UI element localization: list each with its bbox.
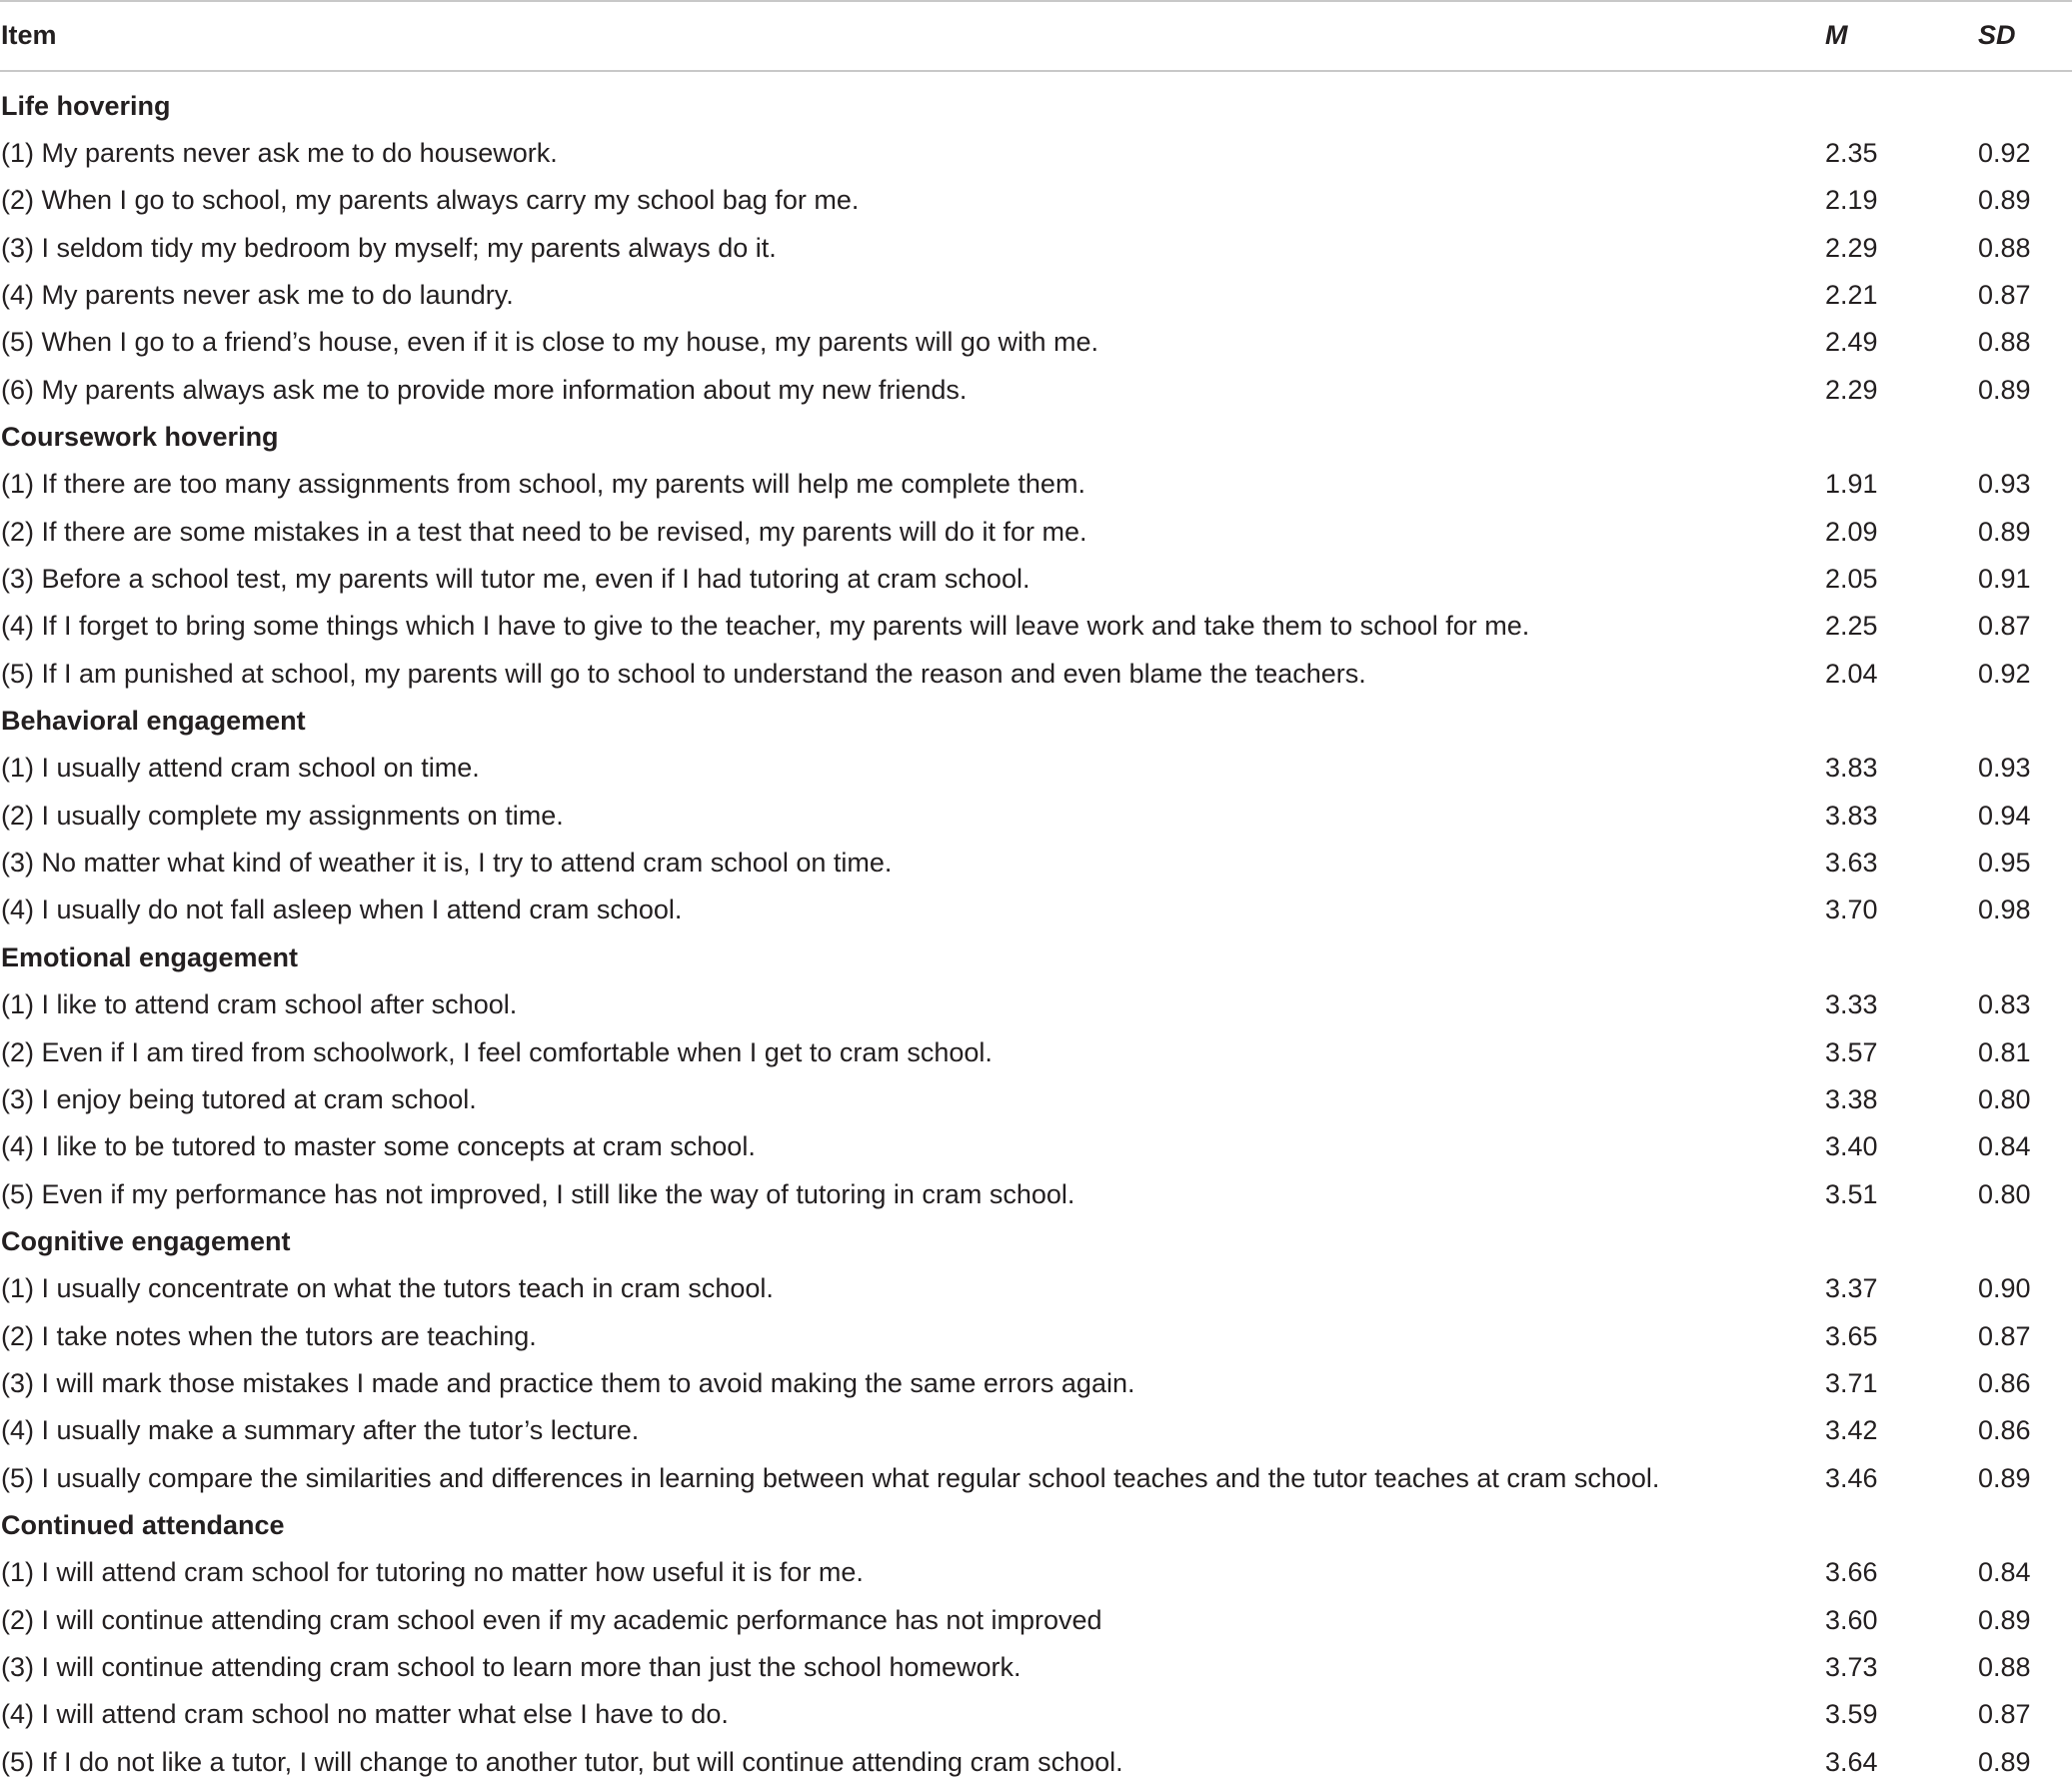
table-row bbox=[0, 1360, 2072, 1407]
table-row bbox=[0, 461, 2072, 508]
section-heading-cognitive-engagement bbox=[0, 1218, 2072, 1265]
sd-value: 0.92 bbox=[1978, 137, 2031, 168]
mean-value: 3.70 bbox=[1825, 894, 1878, 925]
table-row bbox=[0, 509, 2072, 556]
section-title: Continued attendance bbox=[1, 1510, 285, 1540]
mean-value: 3.37 bbox=[1825, 1273, 1878, 1304]
item-text: (1) I usually attend cram school on time. bbox=[1, 753, 480, 784]
item-text: (5) If I am punished at school, my parents will go to school to understand the reason and even blame the teachers. bbox=[1, 658, 1366, 689]
table-row bbox=[0, 981, 2072, 1028]
sd-value: 0.92 bbox=[1978, 658, 2031, 689]
section-title: Coursework hovering bbox=[1, 421, 279, 452]
sd-value: 0.80 bbox=[1978, 1083, 2031, 1114]
item-text: (2) I take notes when the tutors are teaching. bbox=[1, 1320, 537, 1351]
table-row bbox=[0, 1691, 2072, 1738]
item-text: (1) I will attend cram school for tutoring no matter how useful it is for me. bbox=[1, 1557, 864, 1588]
table-row bbox=[0, 367, 2072, 414]
mean-value: 2.29 bbox=[1825, 374, 1878, 405]
table-row bbox=[0, 1123, 2072, 1170]
table-row bbox=[0, 177, 2072, 224]
section-title: Emotional engagement bbox=[1, 941, 299, 972]
item-text: (2) Even if I am tired from schoolwork, I feel comfortable when I get to cram school. bbox=[1, 1036, 993, 1067]
sd-value: 0.89 bbox=[1978, 1604, 2031, 1635]
item-text: (4) My parents never ask me to do laundry. bbox=[1, 279, 514, 310]
mean-value: 2.09 bbox=[1825, 516, 1878, 547]
mean-value: 2.21 bbox=[1825, 279, 1878, 310]
table-row bbox=[0, 272, 2072, 319]
item-text: (4) I like to be tutored to master some concepts at cram school. bbox=[1, 1131, 756, 1162]
section-title: Behavioral engagement bbox=[1, 706, 306, 737]
item-text: (3) I seldom tidy my bedroom by myself; my parents always do it. bbox=[1, 232, 777, 263]
header-sd: SD bbox=[1978, 20, 2016, 50]
sd-value: 0.88 bbox=[1978, 1652, 2031, 1683]
sd-value: 0.93 bbox=[1978, 469, 2031, 500]
section-title: Life hovering bbox=[1, 90, 171, 121]
mean-value: 2.04 bbox=[1825, 658, 1878, 689]
mean-value: 2.35 bbox=[1825, 137, 1878, 168]
item-text: (1) My parents never ask me to do housework. bbox=[1, 137, 558, 168]
table-row bbox=[0, 603, 2072, 650]
item-text: (4) If I forget to bring some things which I have to give to the teacher, my parents will leave work and take them to school for me. bbox=[1, 611, 1530, 642]
item-text: (3) I enjoy being tutored at cram school. bbox=[1, 1083, 477, 1114]
mean-value: 2.19 bbox=[1825, 185, 1878, 216]
table-row bbox=[0, 887, 2072, 933]
table-row bbox=[0, 130, 2072, 177]
item-text: (4) I usually do not fall asleep when I attend cram school. bbox=[1, 894, 683, 925]
header-item: Item bbox=[1, 20, 57, 50]
item-text: (5) I usually compare the similarities and differences in learning between what regular school teaches and the tutor teaches at cram school. bbox=[1, 1462, 1660, 1493]
mean-value: 2.25 bbox=[1825, 611, 1878, 642]
sd-value: 0.84 bbox=[1978, 1131, 2031, 1162]
header-mean: M bbox=[1825, 20, 1848, 50]
table-row bbox=[0, 556, 2072, 603]
item-text: (4) I usually make a summary after the tutor’s lecture. bbox=[1, 1415, 640, 1446]
table-row bbox=[0, 1407, 2072, 1454]
mean-value: 3.33 bbox=[1825, 989, 1878, 1020]
table-row bbox=[0, 225, 2072, 272]
item-text: (4) I will attend cram school no matter what else I have to do. bbox=[1, 1699, 729, 1730]
sd-value: 0.84 bbox=[1978, 1557, 2031, 1588]
item-text: (1) If there are too many assignments from school, my parents will help me complete them. bbox=[1, 469, 1085, 500]
mean-value: 3.71 bbox=[1825, 1367, 1878, 1398]
mean-value: 2.05 bbox=[1825, 564, 1878, 594]
mean-value: 3.60 bbox=[1825, 1604, 1878, 1635]
mean-value: 3.38 bbox=[1825, 1083, 1878, 1114]
sd-value: 0.98 bbox=[1978, 894, 2031, 925]
sd-value: 0.89 bbox=[1978, 374, 2031, 405]
section-title: Cognitive engagement bbox=[1, 1225, 291, 1256]
item-text: (2) I usually complete my assignments on time. bbox=[1, 800, 564, 831]
table-row bbox=[0, 1644, 2072, 1691]
sd-value: 0.87 bbox=[1978, 611, 2031, 642]
sd-value: 0.95 bbox=[1978, 848, 2031, 879]
sd-value: 0.89 bbox=[1978, 1746, 2031, 1777]
section-heading-continued-attendance bbox=[0, 1502, 2072, 1549]
mean-value: 3.65 bbox=[1825, 1320, 1878, 1351]
mean-value: 3.63 bbox=[1825, 848, 1878, 879]
mean-value: 3.59 bbox=[1825, 1699, 1878, 1730]
sd-value: 0.86 bbox=[1978, 1415, 2031, 1446]
sd-value: 0.91 bbox=[1978, 564, 2031, 594]
table-header-row bbox=[0, 12, 2072, 59]
section-heading-behavioral-engagement bbox=[0, 698, 2072, 745]
mean-value: 3.42 bbox=[1825, 1415, 1878, 1446]
item-text: (3) I will mark those mistakes I made and practice them to avoid making the same errors again. bbox=[1, 1367, 1135, 1398]
sd-value: 0.88 bbox=[1978, 232, 2031, 263]
table-top-rule bbox=[0, 0, 2072, 2]
item-text: (2) I will continue attending cram school even if my academic performance has not improved bbox=[1, 1604, 1102, 1635]
mean-value: 1.91 bbox=[1825, 469, 1878, 500]
item-text: (3) Before a school test, my parents will tutor me, even if I had tutoring at cram school. bbox=[1, 564, 1031, 594]
mean-value: 3.83 bbox=[1825, 753, 1878, 784]
sd-value: 0.87 bbox=[1978, 1320, 2031, 1351]
sd-value: 0.81 bbox=[1978, 1036, 2031, 1067]
item-text: (2) When I go to school, my parents always carry my school bag for me. bbox=[1, 185, 860, 216]
table-row bbox=[0, 651, 2072, 698]
mean-value: 3.57 bbox=[1825, 1036, 1878, 1067]
sd-value: 0.83 bbox=[1978, 989, 2031, 1020]
sd-value: 0.90 bbox=[1978, 1273, 2031, 1304]
sd-value: 0.93 bbox=[1978, 753, 2031, 784]
mean-value: 2.49 bbox=[1825, 327, 1878, 358]
table-row bbox=[0, 1597, 2072, 1644]
sd-value: 0.89 bbox=[1978, 516, 2031, 547]
item-text: (3) I will continue attending cram school to learn more than just the school homework. bbox=[1, 1652, 1022, 1683]
table-row bbox=[0, 840, 2072, 887]
section-heading-coursework-hovering bbox=[0, 414, 2072, 461]
table-row bbox=[0, 1455, 2072, 1502]
table-row bbox=[0, 1029, 2072, 1076]
sd-value: 0.89 bbox=[1978, 185, 2031, 216]
mean-value: 3.73 bbox=[1825, 1652, 1878, 1683]
sd-value: 0.87 bbox=[1978, 279, 2031, 310]
mean-value: 3.64 bbox=[1825, 1746, 1878, 1777]
mean-value: 3.40 bbox=[1825, 1131, 1878, 1162]
sd-value: 0.86 bbox=[1978, 1367, 2031, 1398]
table-row bbox=[0, 1171, 2072, 1218]
mean-value: 2.29 bbox=[1825, 232, 1878, 263]
section-heading-life-hovering bbox=[0, 83, 2072, 130]
item-text: (3) No matter what kind of weather it is, I try to attend cram school on time. bbox=[1, 848, 893, 879]
table-row bbox=[0, 745, 2072, 792]
sd-value: 0.87 bbox=[1978, 1699, 2031, 1730]
item-text: (1) I like to attend cram school after school. bbox=[1, 989, 518, 1020]
item-text: (5) Even if my performance has not improved, I still like the way of tutoring in cram school. bbox=[1, 1178, 1075, 1209]
item-text: (5) When I go to a friend’s house, even if it is close to my house, my parents will go with me. bbox=[1, 327, 1098, 358]
item-text: (6) My parents always ask me to provide more information about my new friends. bbox=[1, 374, 968, 405]
item-text: (5) If I do not like a tutor, I will change to another tutor, but will continue attending cram school. bbox=[1, 1746, 1123, 1777]
sd-value: 0.94 bbox=[1978, 800, 2031, 831]
table-row bbox=[0, 1076, 2072, 1123]
table-row bbox=[0, 319, 2072, 366]
table-row bbox=[0, 1265, 2072, 1312]
sd-value: 0.88 bbox=[1978, 327, 2031, 358]
sd-value: 0.89 bbox=[1978, 1462, 2031, 1493]
mean-value: 3.46 bbox=[1825, 1462, 1878, 1493]
table-row bbox=[0, 1313, 2072, 1360]
section-heading-emotional-engagement bbox=[0, 934, 2072, 981]
header-rule bbox=[0, 70, 2072, 72]
mean-value: 3.51 bbox=[1825, 1178, 1878, 1209]
item-text: (2) If there are some mistakes in a test that need to be revised, my parents will do it for me. bbox=[1, 516, 1087, 547]
mean-value: 3.83 bbox=[1825, 800, 1878, 831]
table-row bbox=[0, 1549, 2072, 1596]
table-row bbox=[0, 793, 2072, 840]
item-text: (1) I usually concentrate on what the tutors teach in cram school. bbox=[1, 1273, 774, 1304]
mean-value: 3.66 bbox=[1825, 1557, 1878, 1588]
sd-value: 0.80 bbox=[1978, 1178, 2031, 1209]
